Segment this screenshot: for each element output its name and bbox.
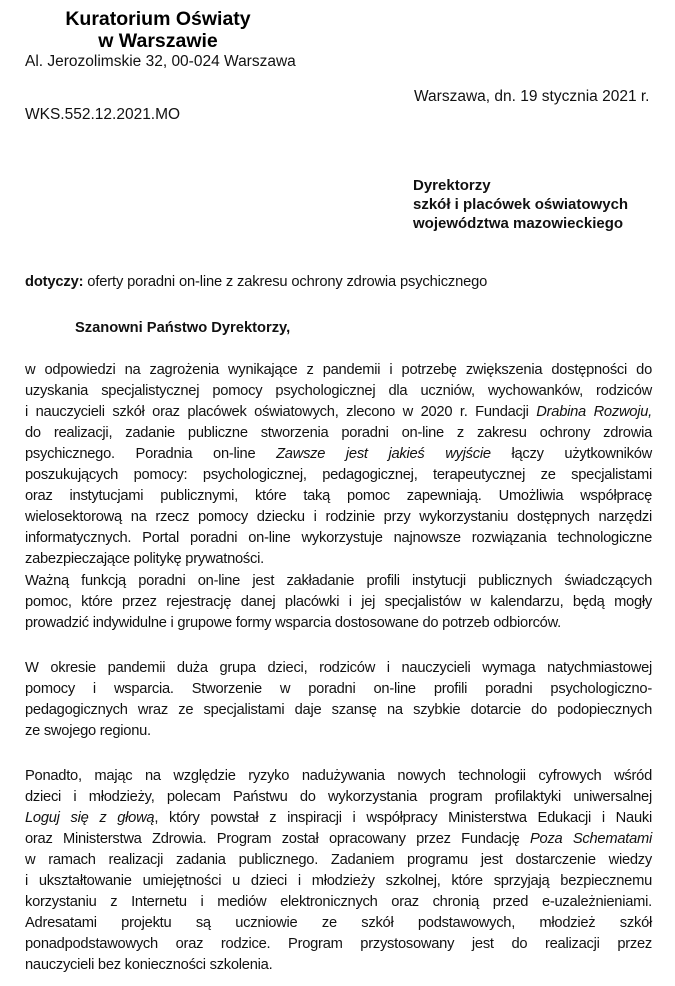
text-line: i nauczycieli szkół oraz placówek oświatowych, zlecono w 2020 r. Fundacji Drabina Rozwoju, [25, 404, 652, 420]
reference-number: WKS.552.12.2021.MO [25, 106, 181, 123]
org-address: Al. Jerozolimskie 32, 00-024 Warszawa [25, 53, 296, 70]
subject-line [25, 272, 487, 292]
org-name-line2: w Warszawie [98, 30, 218, 52]
text-line: ponadpodstawowych oraz rodzice. Program przystosowany jest do realizacji przez [25, 936, 652, 952]
recipient-block [413, 176, 628, 233]
foundation-name: Drabina Rozwoju, [536, 404, 652, 420]
recipient-line2: szkół i placówek oświatowych [413, 196, 629, 213]
text-line: do realizacji, zadanie publiczne stworzenia poradni on-line z zakresu ochrony zdrowia [25, 425, 652, 441]
text-line: Loguj się z głową, który powstał z inspiracji i współpracy Ministerstwa Edukacji i Nauki [25, 810, 652, 826]
text-line: pomocy i wsparcia. Stworzenie w poradni on-line profili poradni psychologiczno- [25, 681, 652, 697]
text-line: Adresatami projektu są uczniowie ze szkół podstawowych, młodzież szkół [25, 915, 652, 931]
text-line: prowadzić indywidulne i grupowe formy wsparcia dostosowane do potrzeb odbiorców. [25, 615, 561, 631]
paragraph-2 [25, 571, 652, 634]
paragraph-1 [25, 360, 652, 570]
org-name-line1: Kuratorium Oświaty [65, 8, 251, 30]
subject-text: oferty poradni on-line z zakresu ochrony zdrowia psychicznego [83, 274, 488, 290]
text-line: ze swojego regionu. [25, 723, 151, 739]
text-line: w ramach realizacji zadania publicznego. Zadaniem programu jest dostarczenie wiedzy [25, 852, 652, 868]
text-line: W okresie pandemii duża grupa dzieci, rodziców i nauczycieli wymaga natychmiastowej [25, 660, 652, 676]
salutation: Szanowni Państwo Dyrektorzy, [75, 320, 291, 336]
clinic-name: Zawsze jest jakieś wyjście [276, 446, 491, 462]
text-line: zabezpieczające politykę prywatności. [25, 551, 264, 567]
foundation-name: Poza Schematami [529, 831, 652, 847]
text-line: pedagogicznych wraz ze specjalistami daje szansę na szybkie dotarcie do podopiecznych [25, 702, 652, 718]
text-line: informatycznych. Portal poradni on-line wykorzystuje najnowsze rozwiązania technologiczne [25, 530, 652, 546]
text-line: i ukształtowanie umiejętności u dzieci i młodzieży szkolnej, które sprzyjają bezpiecznemu [25, 873, 652, 889]
text-line: w odpowiedzi na zagrożenia wynikające z pandemii i potrzebę zwiększenia dostępności do [25, 362, 652, 378]
text-line: nauczycieli bez konieczności szkolenia. [25, 957, 273, 973]
text-line: wielosektorową na rzecz pomocy dziecku i rodzinie przy wykorzystaniu dostępnych narzędzi [25, 509, 652, 525]
text-line: psychicznego. Poradnia on-line Zawsze jest jakieś wyjście łączy użytkowników [25, 446, 653, 462]
paragraph-4 [25, 766, 652, 976]
text-line: pomoc, które przez rejestrację danej placówki i jej specjalistów w kalendarzu, będą mogły [25, 594, 652, 610]
recipient-line1: Dyrektorzy [413, 177, 491, 194]
text-line: uzyskania specjalistycznej pomocy psychologicznej dla uczniów, wychowanków, rodziców [25, 383, 652, 399]
text-line: korzystaniu z Internetu i mediów elektronicznych oraz chronią przed e-uzależnieniami. [25, 894, 652, 910]
letter-date: Warszawa, dn. 19 stycznia 2021 r. [414, 88, 650, 105]
paragraph-3 [25, 658, 652, 742]
text-line: dzieci i młodzieży, polecam Państwu do wykorzystania program profilaktyki uniwersalnej [25, 789, 652, 805]
text-line: Ponadto, mając na względzie ryzyko nadużywania nowych technologii cyfrowych wśród [25, 768, 652, 784]
program-name: Loguj się z głową [25, 810, 155, 826]
text-line: poszukujących pomocy: psychologicznej, pedagogicznej, terapeutycznej ze specjalistami [25, 467, 652, 483]
subject-label: dotyczy: [25, 274, 84, 290]
text-line: oraz instytucjami publicznymi, które taką pomoc zapewniają. Umożliwia współpracę [25, 488, 652, 504]
recipient-line3: województwa mazowieckiego [413, 215, 624, 232]
text-line: Ważną funkcją poradni on-line jest zakładanie profili instytucji publicznych świadczących [25, 573, 652, 589]
text-line: oraz Ministerstwa Zdrowia. Program został opracowany przez Fundację Poza Schematami [25, 831, 652, 847]
